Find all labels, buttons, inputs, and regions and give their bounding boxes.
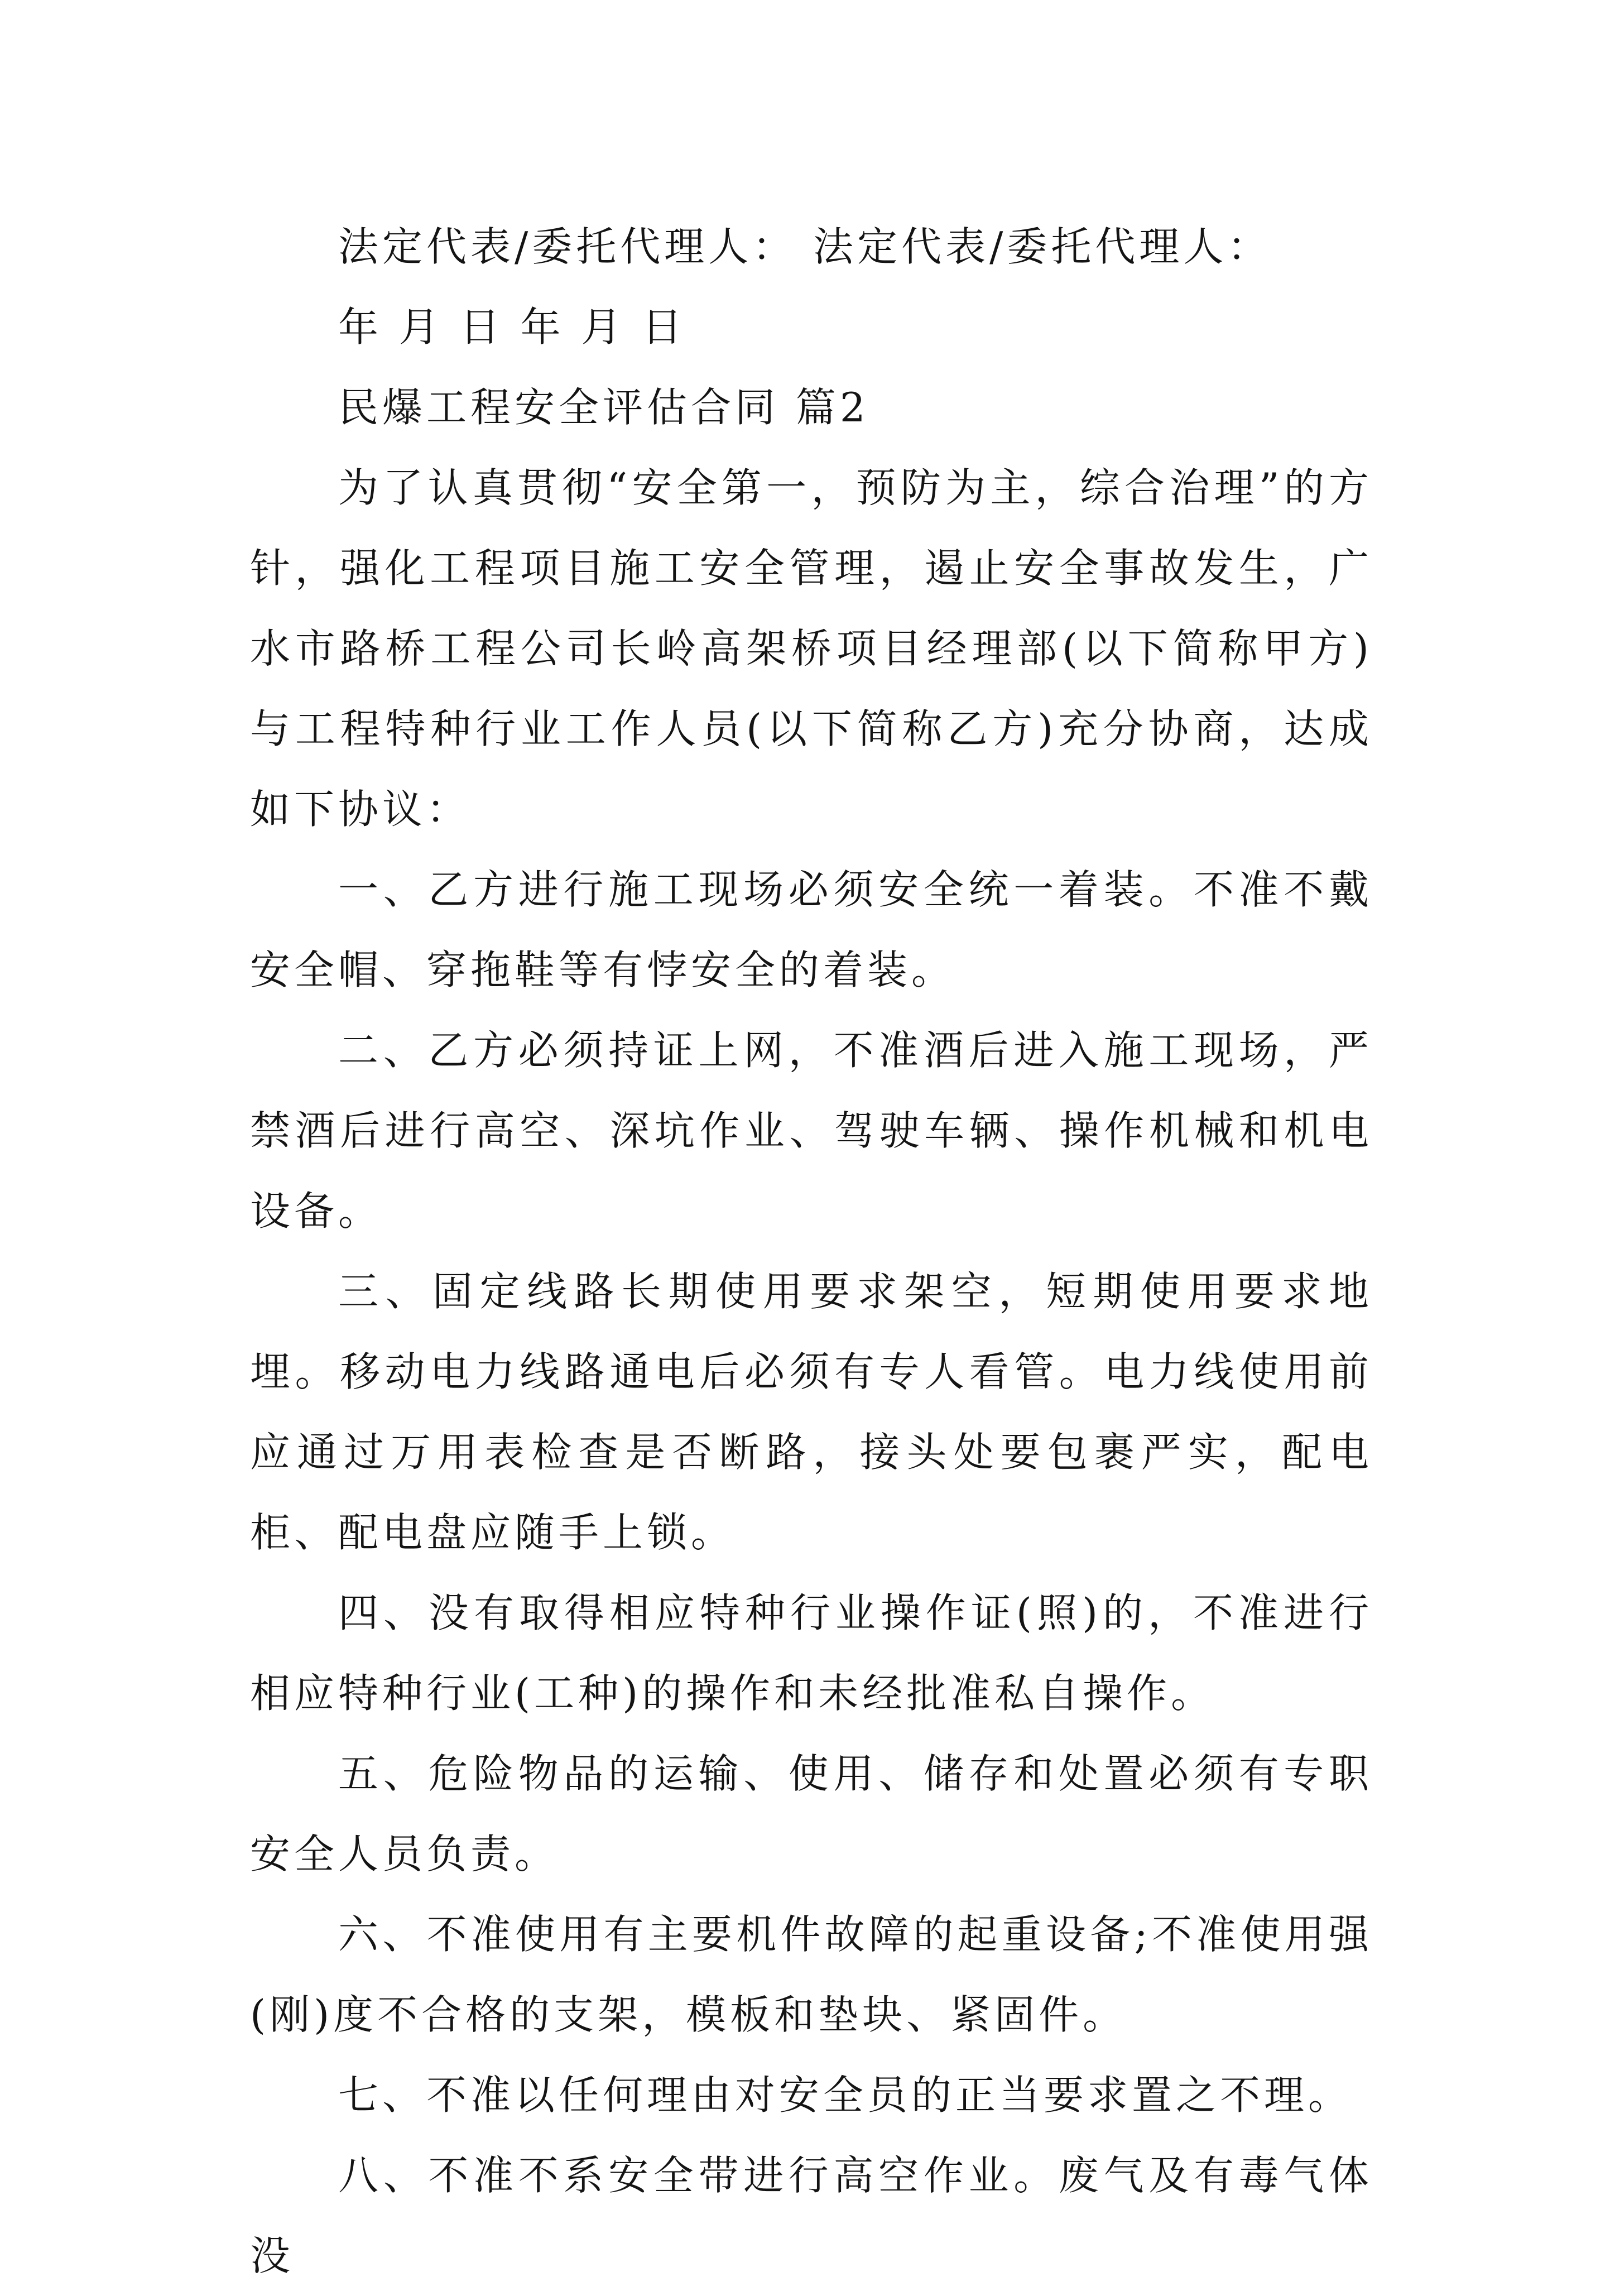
paragraph-clause-3: 三、固定线路长期使用要求架空，短期使用要求地埋。移动电力线路通电后必须有专人看管。电力线使用前应通过万用表检查是否断路，接头处要包裹严实，配电柜、配电盘应随手上锁。 [250, 1268, 1373, 1556]
paragraph-clause-4: 四、没有取得相应特种行业操作证(照)的，不准进行相应特种行业(工种)的操作和未经批准私自操作。 [250, 1589, 1373, 1717]
section-title: 民爆工程安全评估合同 篇2 [338, 384, 869, 431]
paragraph-clause-5: 五、危险物品的运输、使用、储存和处置必须有专职安全人员负责。 [250, 1750, 1373, 1877]
paragraph-intro: 为了认真贯彻“安全第一，预防为主，综合治理”的方针，强化工程项目施工安全管理，遏止安全事故发生，广水市路桥工程公司长岭高架桥项目经理部(以下简称甲方)与工程特种行业工作人员(以下简称乙方)充分协商，达成如下协议： [250, 464, 1373, 833]
document-page [250, 206, 1373, 2296]
representative-signature-line: 法定代表/委托代理人： 法定代表/委托代理人： [338, 223, 1272, 270]
signature-date-line: 年 月 日 年 月 日 [338, 304, 686, 350]
paragraph-clause-2: 二、乙方必须持证上网，不准酒后进入施工现场，严禁酒后进行高空、深坑作业、驾驶车辆、操作机械和机电设备。 [250, 1027, 1373, 1235]
paragraph-clause-7: 七、不准以任何理由对安全员的正当要求置之不理。 [338, 2072, 1353, 2119]
paragraph-clause-1: 一、乙方进行施工现场必须安全统一着装。不准不戴安全帽、穿拖鞋等有悖安全的着装。 [250, 866, 1373, 993]
paragraph-clause-8: 八、不准不系安全带进行高空作业。废气及有毒气体没 [250, 2152, 1373, 2279]
paragraph-clause-6: 六、不准使用有主要机件故障的起重设备;不准使用强(刚)度不合格的支架，模板和垫块、紧固件。 [250, 1911, 1373, 2038]
